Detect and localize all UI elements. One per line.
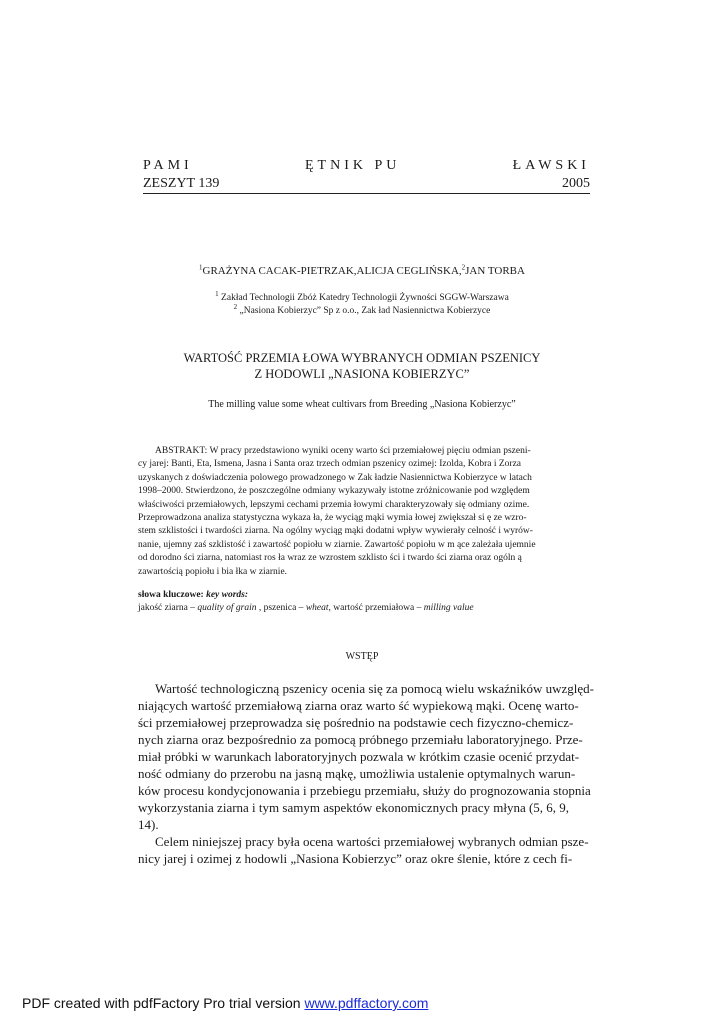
journal-name-part: PAMI <box>143 158 193 173</box>
author-name: GRAŻYNA CACAK-PIETRZAK, <box>202 265 357 277</box>
journal-year: 2005 <box>562 176 590 191</box>
abstract-line: uzyskanych z doświadczenia polowego prowadzonego w Zak ładzie Nasiennictwa Kobierzyce w latach <box>138 472 532 483</box>
keywords-label: słowa kluczowe: <box>138 590 204 600</box>
author-name: JAN TORBA <box>465 265 525 277</box>
keyword-polish: , pszenica – <box>256 603 306 613</box>
section-heading: WSTĘP <box>345 651 379 662</box>
pdffactory-link[interactable]: www.pdffactory.com <box>304 995 429 1011</box>
body-line: Celem niniejszej pracy była ocena wartości przemiałowej wybranych odmian psze- <box>155 834 589 849</box>
abstract-line: zawartością popiołu i bia łka w ziarnie. <box>138 566 288 577</box>
body-line: nicy jarej i ozimej z hodowli „Nasiona Kobierzyc” oraz okre ślenie, które z cech fi- <box>138 851 573 866</box>
journal-name <box>143 158 590 174</box>
paper-title <box>0 350 724 382</box>
author-superscript: 1 <box>199 263 203 272</box>
body-line: ków procesu kondycjonowania i przebiegu przemiału, służy do prognozowania stopnia <box>138 783 591 798</box>
keyword-polish: , wartość przemiałowa – <box>328 603 424 613</box>
journal-issue: ZESZYT 139 <box>143 176 220 191</box>
paper-title-line: WARTOŚĆ PRZEMIA ŁOWA WYBRANYCH ODMIAN PSZENICY <box>183 351 541 365</box>
affiliation-line <box>0 289 724 305</box>
abstract-line: 1998–2000. Stwierdzono, że poszczególne odmiany wykazywały istotne zróżnicowanie pod względem <box>138 486 530 497</box>
affiliation-line <box>0 302 724 318</box>
journal-name-part: ŁAWSKI <box>512 158 590 173</box>
journal-name-part: ĘTNIK PU <box>305 158 401 173</box>
body-line: wykorzystania ziarna i tym samym aspektów ekonomicznych pracy młyna (5, 6, 9, <box>138 800 570 815</box>
keywords <box>138 589 588 615</box>
abstract-line: Przeprowadzona analiza statystyczna wykaza ła, że wyciąg mąki wymia łowej zwiększał si ę ze wzro- <box>138 513 527 524</box>
abstract-line: stem szklistości i twardości ziarna. Na ogólny wyciąg mąki dodatni wpływ wywierały celność i wyrów- <box>138 526 533 537</box>
abstract-line: ABSTRAKT: W pracy przedstawiono wyniki oceny warto ści przemiałowej pięciu odmian pszeni- <box>155 446 531 456</box>
authors-line <box>0 265 724 277</box>
body-line: ność odmiany do przerobu na jasną mąkę, umożliwia ustalenie optymalnych warun- <box>138 766 576 781</box>
body-line: niających wartość przemiałową ziarna oraz warto ść wypiekową mąki. Ocenę warto- <box>138 698 579 713</box>
footer-text: PDF created with pdfFactory Pro trial version <box>22 995 305 1011</box>
body-line: Wartość technologiczną pszenicy ocenia się za pomocą wielu wskaźników uwzględ- <box>155 681 594 696</box>
keyword-english: quality of grain <box>197 603 257 613</box>
keywords-line <box>138 602 588 615</box>
abstract <box>138 445 588 579</box>
affiliation-superscript: 2 <box>233 302 238 311</box>
body-line: nych ziarna oraz bezpośrednio za pomocą próbnego przemiału laboratoryjnego. Prze- <box>138 732 583 747</box>
keyword-polish: jakość ziarna – <box>138 603 198 613</box>
affiliation-text: Zakład Technologii Zbóż Katedry Technologii Żywności SGGW-Warszawa <box>221 293 509 303</box>
keywords-label-english: key words: <box>206 590 249 600</box>
abstract-line: od dorodno ści ziarna, natomiast ros ła wraz ze wzrostem szklisto ści i twardo ści ziarna oraz ogóln ą <box>138 553 522 564</box>
pdf-trial-footer <box>22 995 428 1011</box>
paper-title-line: Z HODOWLI „NASIONA KOBIERZYC” <box>254 367 470 381</box>
abstract-line: cy jarej: Banti, Eta, Ismena, Jasna i Santa oraz trzech odmian pszenicy ozimej: Izolda, Kobra i Zorza <box>138 459 522 470</box>
author-name: ALICJA CEGLIŃSKA, <box>356 265 462 277</box>
affiliation-text: „Nasiona Kobierzyc” Sp z o.o., Zak ład Nasiennictwa Kobierzyce <box>239 306 491 316</box>
abstract-line: nanie, ujemny zaś szklistość i zawartość popiołu w ziarnie. Zawartość popiołu w m ące zależała ujemnie <box>138 539 536 550</box>
header-rule <box>143 193 590 194</box>
affiliation-superscript: 1 <box>215 289 219 298</box>
body-line: 14). <box>138 817 159 832</box>
body-line: ści przemiałowej przeprowadza się pośrednio na podstawie cech fizyczno-chemicz- <box>138 715 574 730</box>
paper-subtitle-english: The milling value some wheat cultivars from Breeding „Nasiona Kobierzyc” <box>208 399 516 410</box>
abstract-line: właściwości przemiałowych, lepszymi cechami przemia łowymi charakteryzowały się odmiany ozime. <box>138 499 530 510</box>
body-line: miał próbki w warunkach laboratoryjnych pozwala w krótkim czasie ocenić przydat- <box>138 749 580 764</box>
keyword-english: wheat <box>305 603 329 613</box>
body-text <box>138 680 594 867</box>
author-superscript: 2 <box>461 263 466 272</box>
keyword-english: milling value <box>423 603 474 613</box>
affiliations <box>0 289 724 318</box>
journal-header <box>143 158 590 192</box>
